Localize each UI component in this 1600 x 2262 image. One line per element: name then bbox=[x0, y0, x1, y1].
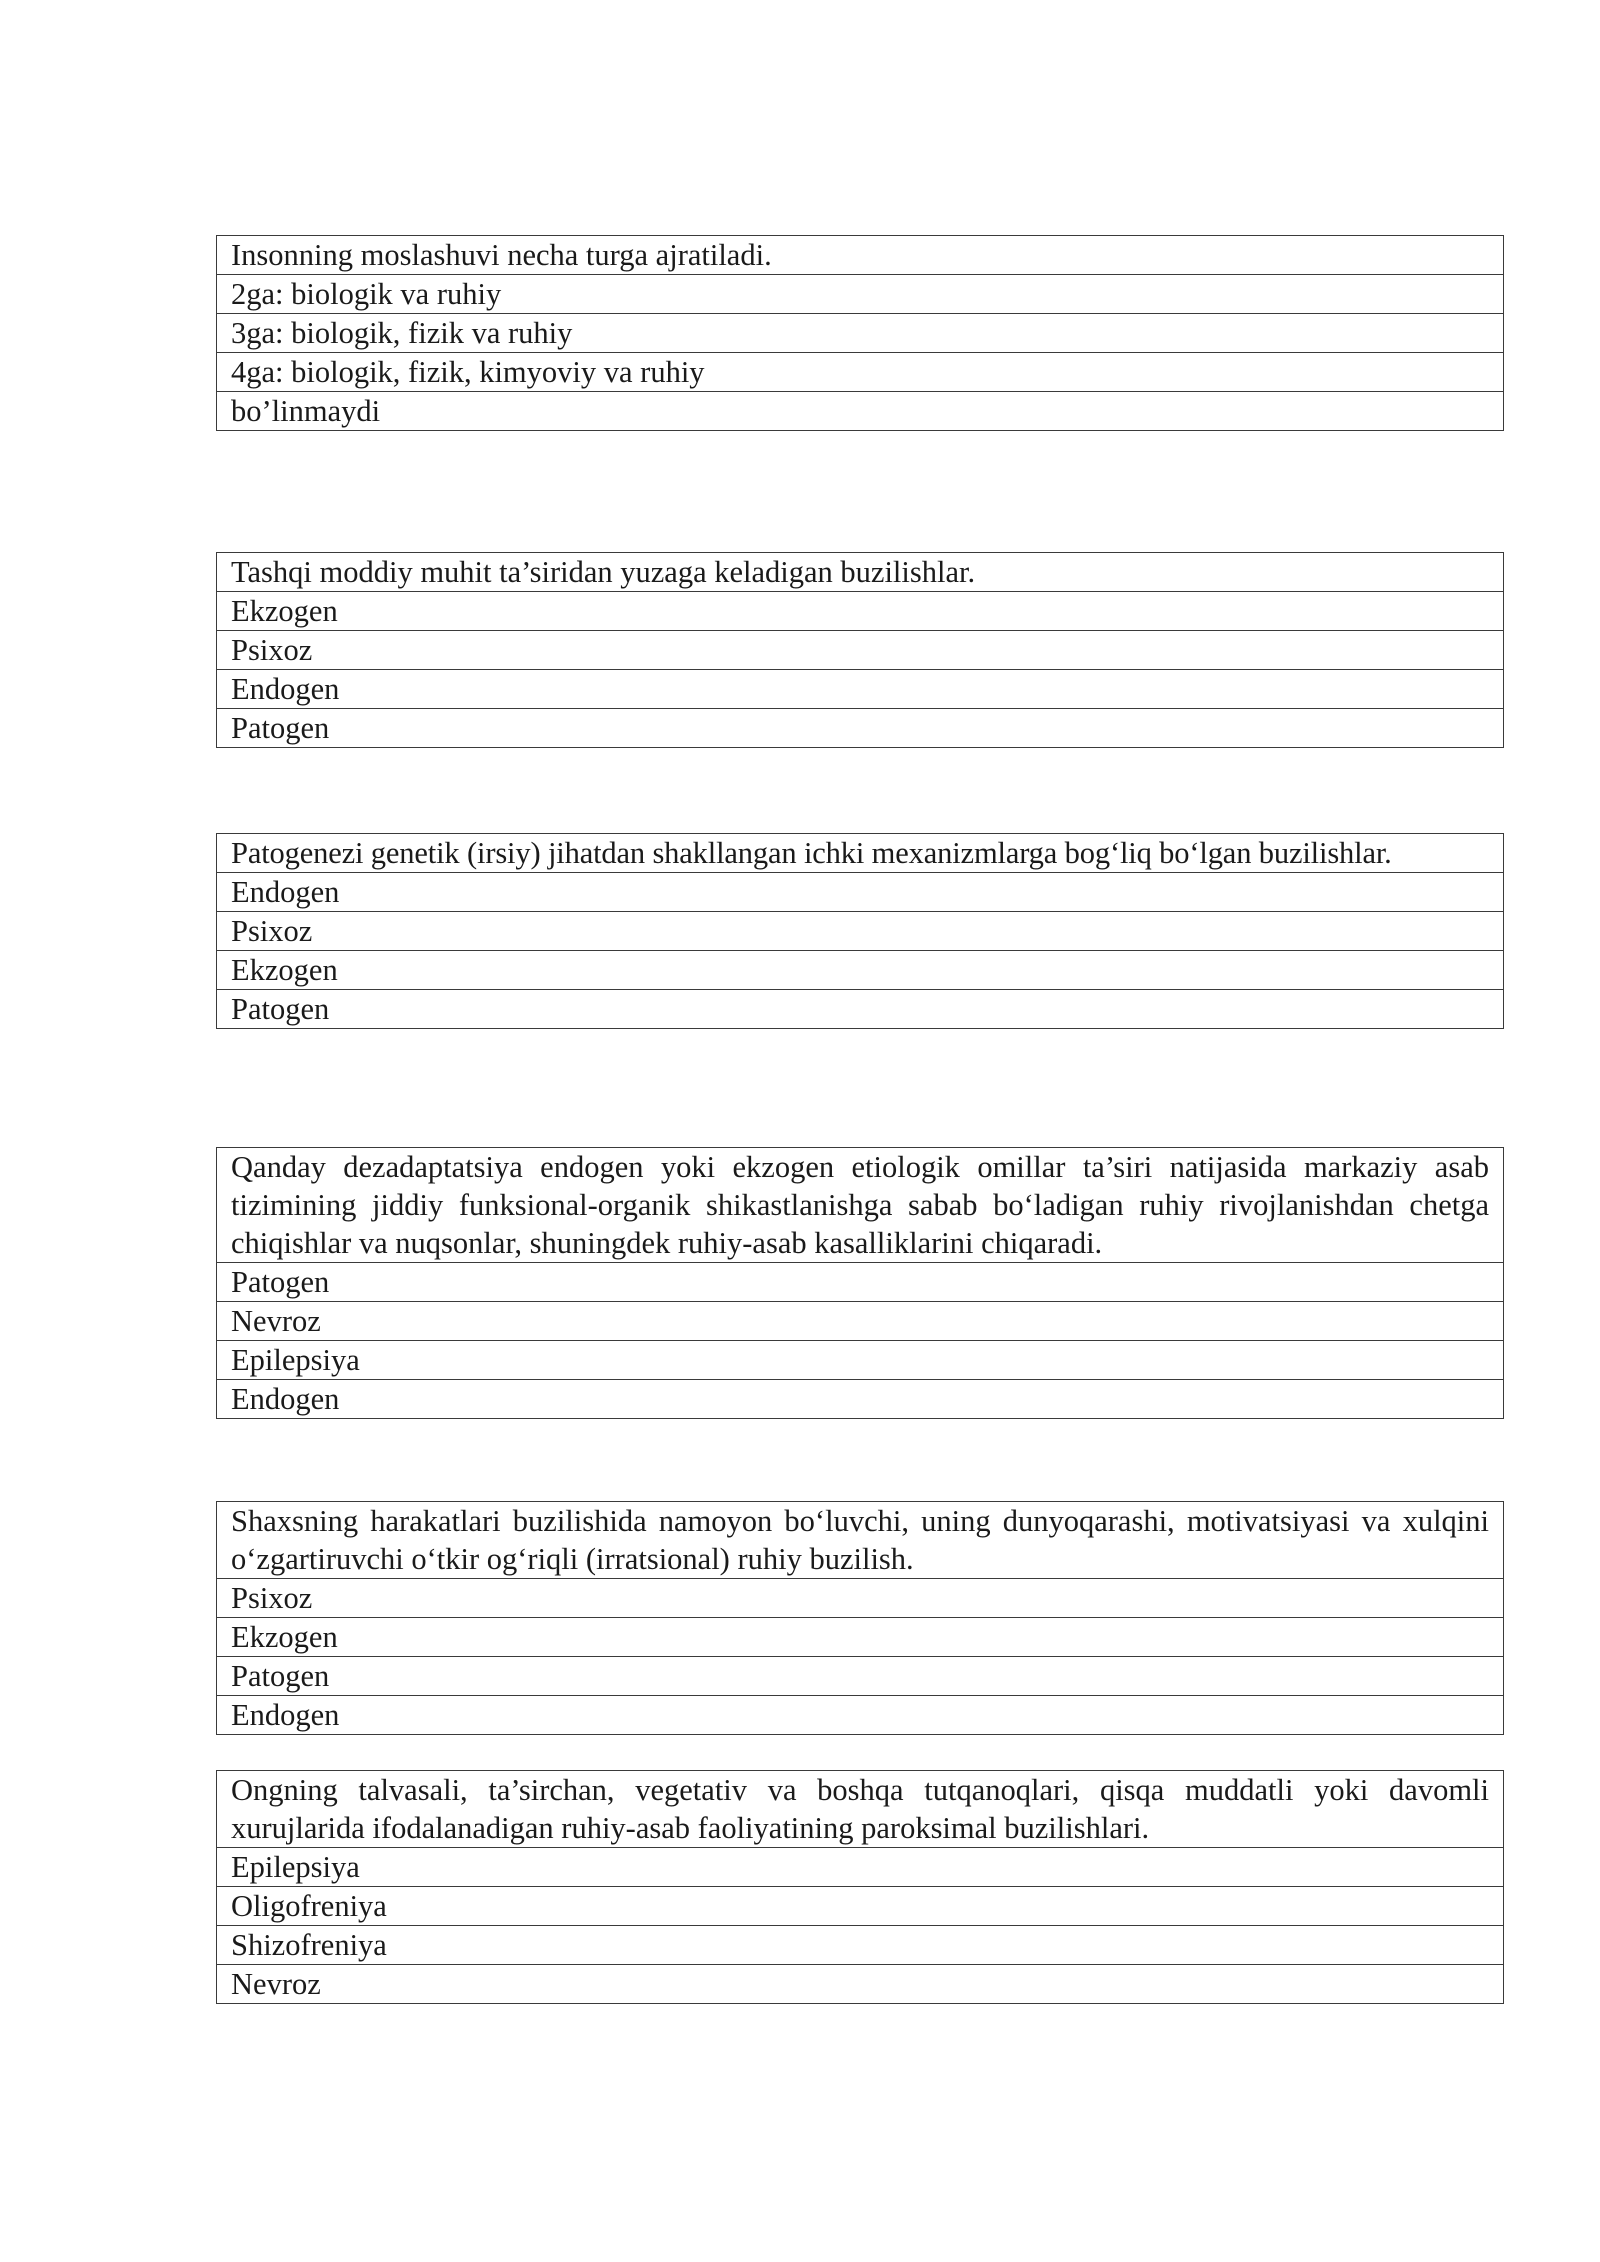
question-text: Qanday dezadaptatsiya endogen yoki ekzogen etiologik omillar ta’siri natijasida markaziy asab tizimining jiddiy funksional-organik shikastlanishga sabab bo‘ladigan ruhiy rivojlanishdan chetga chiqishlar va nuqsonlar, shuningdek ruhiy-asab kasalliklarini chiqaradi. bbox=[217, 1148, 1504, 1263]
answer-option: Psixoz bbox=[217, 912, 1504, 951]
option-row bbox=[217, 1657, 1504, 1696]
answer-option: Epilepsiya bbox=[217, 1848, 1504, 1887]
option-row bbox=[217, 1341, 1504, 1380]
answer-option: 2ga: biologik va ruhiy bbox=[217, 275, 1504, 314]
answer-option: Endogen bbox=[217, 873, 1504, 912]
answer-option: Endogen bbox=[217, 670, 1504, 709]
option-row bbox=[217, 1579, 1504, 1618]
answer-option: Nevroz bbox=[217, 1302, 1504, 1341]
option-row bbox=[217, 873, 1504, 912]
answer-option: Shizofreniya bbox=[217, 1926, 1504, 1965]
option-row bbox=[217, 314, 1504, 353]
question-row bbox=[217, 1148, 1504, 1263]
option-row bbox=[217, 1380, 1504, 1419]
answer-option: 4ga: biologik, fizik, kimyoviy va ruhiy bbox=[217, 353, 1504, 392]
option-row bbox=[217, 1887, 1504, 1926]
question-row bbox=[217, 1502, 1504, 1579]
question-table-4 bbox=[216, 1147, 1504, 1419]
question-row bbox=[217, 553, 1504, 592]
option-row bbox=[217, 1848, 1504, 1887]
option-row bbox=[217, 951, 1504, 990]
option-row bbox=[217, 592, 1504, 631]
question-text: Ongning talvasali, ta’sirchan, vegetativ va boshqa tutqanoqlari, qisqa muddatli yoki davomli xurujlarida ifodalanadigan ruhiy-asab faoliyatining paroksimal buzilishlari. bbox=[217, 1771, 1504, 1848]
answer-option: Psixoz bbox=[217, 1579, 1504, 1618]
option-row bbox=[217, 275, 1504, 314]
question-table-1 bbox=[216, 235, 1504, 431]
option-row bbox=[217, 1965, 1504, 2004]
question-text: Shaxsning harakatlari buzilishida namoyon bo‘luvchi, uning dunyoqarashi, motivatsiyasi va xulqini o‘zgartiruvchi o‘tkir og‘riqli (irratsional) ruhiy buzilish. bbox=[217, 1502, 1504, 1579]
question-row bbox=[217, 1771, 1504, 1848]
answer-option: Endogen bbox=[217, 1380, 1504, 1419]
answer-option: 3ga: biologik, fizik va ruhiy bbox=[217, 314, 1504, 353]
option-row bbox=[217, 990, 1504, 1029]
option-row bbox=[217, 1926, 1504, 1965]
answer-option: Nevroz bbox=[217, 1965, 1504, 2004]
answer-option: Oligofreniya bbox=[217, 1887, 1504, 1926]
question-row bbox=[217, 834, 1504, 873]
answer-option: Epilepsiya bbox=[217, 1341, 1504, 1380]
answer-option: Patogen bbox=[217, 990, 1504, 1029]
answer-option: Psixoz bbox=[217, 631, 1504, 670]
option-row bbox=[217, 1302, 1504, 1341]
option-row bbox=[217, 1618, 1504, 1657]
option-row bbox=[217, 912, 1504, 951]
answer-option: Patogen bbox=[217, 1263, 1504, 1302]
option-row bbox=[217, 1263, 1504, 1302]
question-table-2 bbox=[216, 552, 1504, 748]
question-text: Tashqi moddiy muhit ta’siridan yuzaga keladigan buzilishlar. bbox=[217, 553, 1504, 592]
answer-option: Patogen bbox=[217, 709, 1504, 748]
option-row bbox=[217, 1696, 1504, 1735]
option-row bbox=[217, 631, 1504, 670]
answer-option: Endogen bbox=[217, 1696, 1504, 1735]
question-row bbox=[217, 236, 1504, 275]
question-text: Insonning moslashuvi necha turga ajratiladi. bbox=[217, 236, 1504, 275]
answer-option: bo’linmaydi bbox=[217, 392, 1504, 431]
question-table-5 bbox=[216, 1501, 1504, 1735]
answer-option: Ekzogen bbox=[217, 592, 1504, 631]
option-row bbox=[217, 353, 1504, 392]
question-table-3 bbox=[216, 833, 1504, 1029]
question-table-6 bbox=[216, 1770, 1504, 2004]
answer-option: Ekzogen bbox=[217, 951, 1504, 990]
answer-option: Patogen bbox=[217, 1657, 1504, 1696]
option-row bbox=[217, 392, 1504, 431]
answer-option: Ekzogen bbox=[217, 1618, 1504, 1657]
question-text: Patogenezi genetik (irsiy) jihatdan shakllangan ichki mexanizmlarga bog‘liq bo‘lgan buzilishlar. bbox=[217, 834, 1504, 873]
option-row bbox=[217, 670, 1504, 709]
option-row bbox=[217, 709, 1504, 748]
